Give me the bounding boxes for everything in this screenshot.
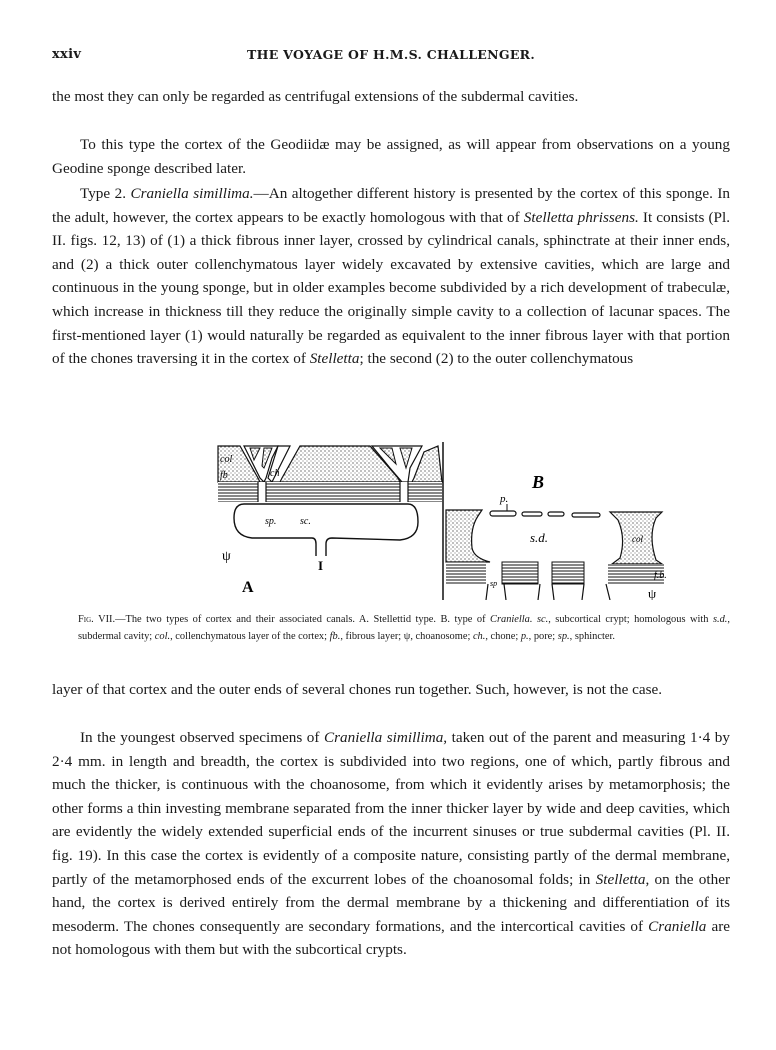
paragraph-text: To this type the cortex of the Geodiidæ may be assigned, as will appear from observations on a young Geodine sponge described later. [52,136,730,177]
paragraph-text: , taken out of the parent and measuring 1·4 by 2·4 mm. in length and breadth, the cortex is subdivided into two regions, one of which, partly fibrous and much the thicker, is continuous with the choanosome, from which it evidently arises by metamorphosis; the other forms a thin investing membrane separated from the inner thicker layer by wide and deep cavities, which are evidently the widely extended superficial ends of the incurrent sinuses or true subdermal cavities (Pl. II. fig. 19). In this case the cortex is evidently of a composite nature, consisting partly of the dermal membrane, partly of the metamorphosed ends of the excurrent lobes of the choanosomal folds; in [52,729,730,888]
caption-text: , subdermal cavity; [78,614,730,642]
genus-name: Stelletta [309,350,360,368]
abbrev-col: col. [154,630,171,642]
label-fb: fb [220,470,228,481]
panel-b-diagram [446,472,667,600]
label-p: p. [500,493,509,505]
abbrev-p: p. [520,630,529,642]
label-psi-a: ψ [222,549,231,564]
figure-vii [160,438,680,600]
abbrev-fb: fb. [329,630,341,642]
label-col: col [220,454,233,465]
paragraph-1 [52,85,730,109]
caption-text: , pore; [528,630,558,642]
label-sp-b: sp [490,579,498,588]
abbrev-psi: ψ [403,630,411,642]
paragraph-2 [52,133,730,180]
abbrev-sd: s.d. [712,614,728,625]
paragraph-text: layer of that cortex and the outer ends of several chones run together. Such, however, is not the case. [52,681,663,698]
paragraph-text: —An altogether different history is presented by the cortex of this sponge. In the adult, however, the cortex appears to be exactly homologous with that of [52,185,731,226]
panel-a-diagram [218,446,442,596]
running-title: THE VOYAGE OF H.M.S. CHALLENGER. [246,47,536,62]
label-sp: sp. [265,516,277,527]
abbrev-sc: sc. [532,614,549,625]
species-name: Craniella simillima [324,729,444,746]
paragraph-text: In the youngest observed specimens of [80,729,324,746]
caption-text: , choanosome; [410,630,473,642]
caption-text: , fibrous layer; [340,630,404,642]
caption-text: , collenchymatous layer of the cortex; [170,630,330,642]
page-number: xxiv [52,47,82,62]
label-fb-b: f.b. [654,570,667,581]
paragraph-text: are not homologous with them but with the subcortical crypts. [52,917,731,959]
label-incurrent: I [318,558,324,573]
label-ch: ch [270,468,280,479]
caption-text: , chone; [485,630,521,642]
page-header [52,47,730,67]
genus-name: Craniella [648,917,707,935]
caption-text: —The two types of cortex and their associated canals. A. Stellettid type. B. type of [115,614,491,625]
label-sd: s.d. [530,530,549,545]
paragraph-text: ; the second (2) to the outer collenchymatous [359,350,634,368]
label-col-b: col [632,534,643,544]
paragraph-text: It consists (Pl. II. figs. 12, 13) of (1) a thick fibrous inner layer, crossed by cylindrical canals, sphinctrate at their inner ends, and (2) a thick outer collenchymatous layer widely excavated by extensive cavities, which are large and continuous in the young sponge, but in older examples become subdivided by a rich development of trabeculæ, which increase in thickness till they reduce the originally simple cavity to a collection of lacunar spaces. The first-mentioned layer (1) would naturally be regarded as equivalent to the inner fibrous layer with that portion of the chones traversing it in the cortex of [52,208,730,368]
paragraph-text: , on the other hand, the cortex is derived entirely from the dermal membrane by a thickening and differentiation of its mesoderm. The chones consequently are secondary formations, and the intercortical cavities of [52,870,731,935]
paragraph-4 [52,678,730,702]
label-sc: sc. [300,516,311,527]
paragraph-text: the most they can only be regarded as centrifugal extensions of the subdermal cavities. [52,88,579,105]
abbrev-ch: ch. [472,630,486,642]
paragraph-3 [52,182,730,371]
figure-number: Fig. VII. [78,614,116,625]
abbrev-sp: sp. [557,630,570,642]
caption-text: , subcortical crypt; homologous with [548,614,713,625]
type-label: Type 2. [80,185,131,202]
genus-name: Craniella. [490,614,533,625]
genus-name: Stelletta [595,870,646,888]
caption-text: , sphincter. [569,630,615,642]
label-psi-b: ψ [648,586,657,600]
panel-a-letter: A [242,579,254,596]
species-name: Stelletta phrissens. [523,208,639,226]
panel-b-letter: B [532,472,545,492]
species-name: Craniella simillima. [130,185,254,202]
figure-caption [78,612,730,645]
paragraph-5 [52,726,730,962]
